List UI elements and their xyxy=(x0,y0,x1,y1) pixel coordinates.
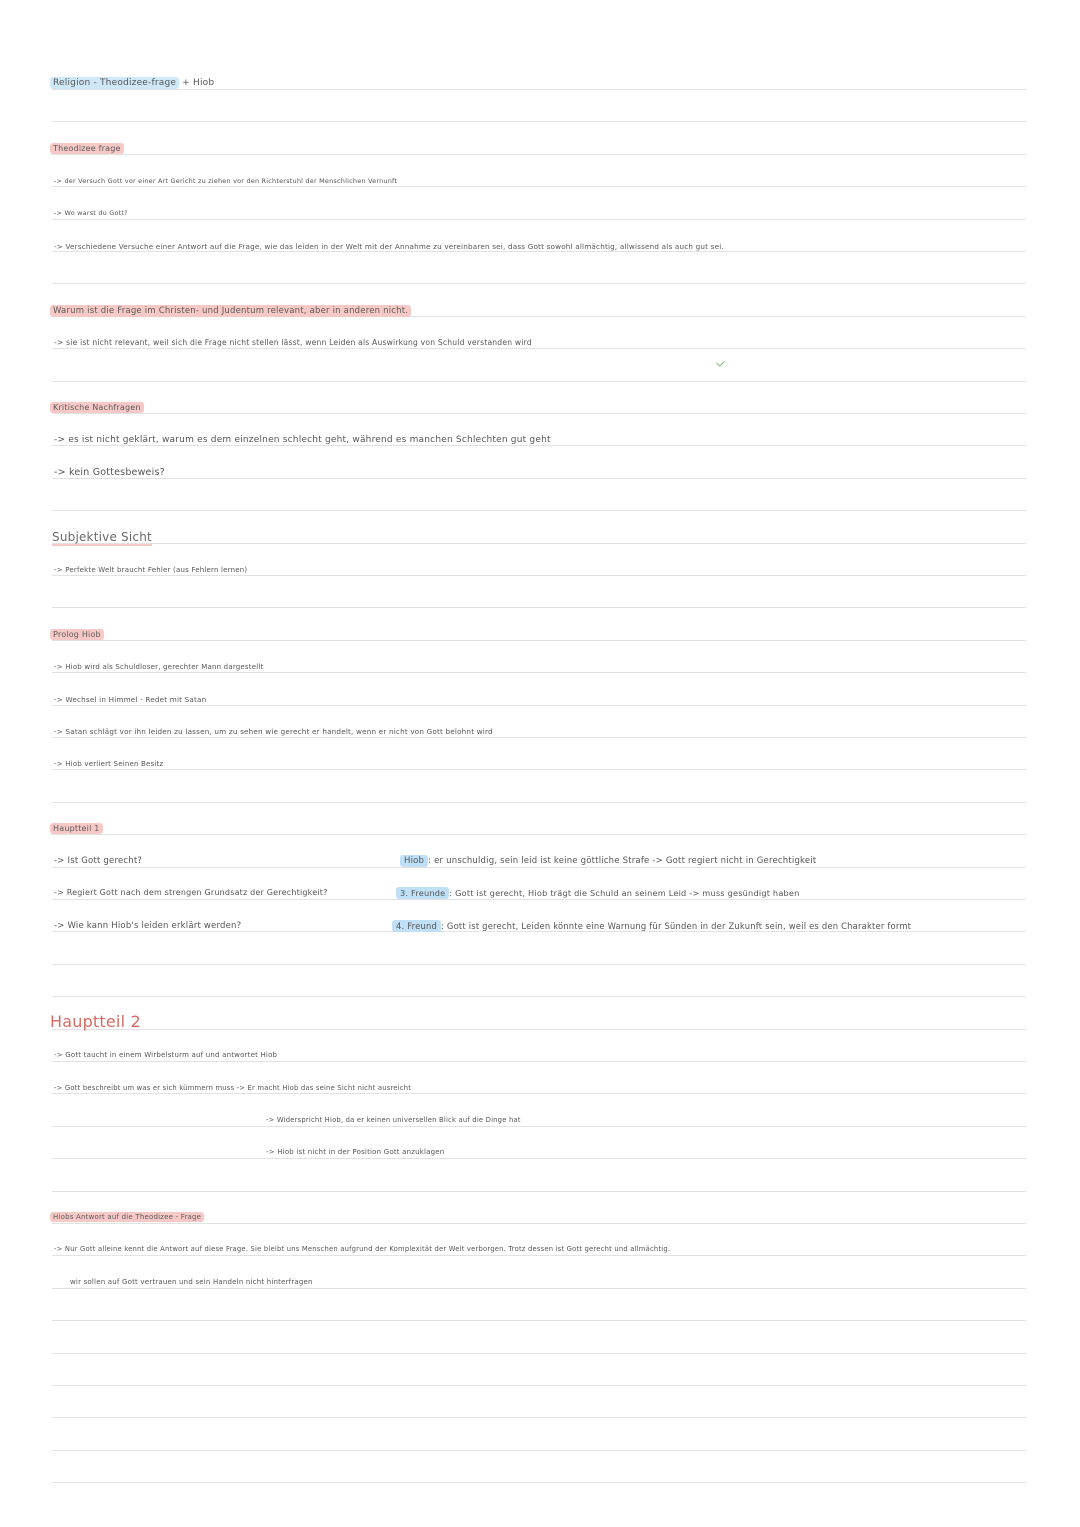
line-text: -> Widerspricht Hiob, da er keinen universellen Blick auf die Dinge hat xyxy=(266,1116,521,1124)
page-title-rest: + Hiob xyxy=(179,78,215,88)
line-text: -> Verschiedene Versuche einer Antwort auf die Frage, wie das leiden in der Welt mit der Annahme zu vereinbaren sei, dass Gott sowohl allmächtig, allwissend als auch gut sei. xyxy=(54,242,724,251)
line-text: -> Wo warst du Gott? xyxy=(54,209,128,217)
line-text: -> Perfekte Welt braucht Fehler (aus Fehlern lernen) xyxy=(54,566,248,574)
label-badge: 4. Freund xyxy=(392,920,441,932)
heading-text: Prolog Hiob xyxy=(50,629,104,640)
heading-text: Hiobs Antwort auf die Theodizee - Frage xyxy=(50,1212,204,1222)
heading-text: Subjektive Sicht xyxy=(52,530,152,544)
line-text: -> Nur Gott alleine kennt die Antwort auf diese Frage. Sie bleibt uns Menschen aufgrund der Komplexität der Welt verborgen. Trotz dessen ist Gott gerecht und allmächtig. xyxy=(54,1245,671,1253)
line-text: -> Wechsel in Himmel - Redet mit Satan xyxy=(54,695,207,704)
section-heading-hauptteil2: Hauptteil 2 xyxy=(50,1012,141,1031)
position-text: : Gott ist gerecht, Hiob trägt die Schuld an seinem Leid -> muss gesündigt haben xyxy=(449,888,800,898)
line-text: -> es ist nicht geklärt, warum es dem einzelnen schlecht geht, während es manchen Schlechten gut geht xyxy=(54,435,551,445)
line-text: wir sollen auf Gott vertrauen und sein Handeln nicht hinterfragen xyxy=(70,1278,313,1286)
position-hiob xyxy=(400,856,816,866)
position-text: : Gott ist gerecht, Leiden könnte eine Warnung für Sünden in der Zukunft sein, weil es den Charakter formt xyxy=(441,921,912,931)
section-heading-subjektive xyxy=(52,530,152,544)
line-text: -> Hiob wird als Schuldloser, gerechter Mann dargestellt xyxy=(54,663,264,671)
line-text: -> Gott beschreibt um was er sich kümmern muss -> Er macht Hiob das seine Sicht nicht ausreicht xyxy=(54,1084,412,1092)
line-text: -> Regiert Gott nach dem strengen Grundsatz der Gerechtigkeit? xyxy=(54,888,328,897)
section-heading-hauptteil1 xyxy=(50,824,103,833)
heading-text: Warum ist die Frage im Christen- und Judentum relevant, aber in anderen nicht. xyxy=(50,305,411,317)
heading-text: Hauptteil 1 xyxy=(50,823,103,834)
heading-text: Kritische Nachfragen xyxy=(50,402,144,413)
line-text: -> kein Gottesbeweis? xyxy=(54,467,165,478)
section-heading-prolog xyxy=(50,630,104,639)
section-heading-kritische xyxy=(50,403,144,412)
line-text: -> sie ist nicht relevant, weil sich die Frage nicht stellen lässt, wenn Leiden als Auswirkung von Schuld verstanden wird xyxy=(54,338,532,347)
position-4-freund xyxy=(392,921,911,931)
page-title xyxy=(50,78,214,88)
section-heading-theodizee xyxy=(50,144,124,153)
line-text: -> Hiob verliert Seinen Besitz xyxy=(54,760,164,768)
section-heading-warum xyxy=(50,306,411,316)
position-text: : er unschuldig, sein leid ist keine göttliche Strafe -> Gott regiert nicht in Gerechtigkeit xyxy=(428,856,817,866)
line-text: -> der Versuch Gott vor einer Art Gericht zu ziehen vor den Richterstuhl der Menschlichen Vernunft xyxy=(54,177,398,185)
position-3-freunde xyxy=(396,888,800,898)
heading-text: Theodizee frage xyxy=(50,143,124,154)
check-mark-icon xyxy=(716,358,724,366)
section-heading-antwort xyxy=(50,1213,204,1221)
line-text: -> Wie kann Hiob's leiden erklärt werden? xyxy=(54,921,242,931)
label-badge: Hiob xyxy=(400,855,428,867)
line-text: -> Satan schlägt vor ihn leiden zu lassen, um zu sehen wie gerecht er handelt, wenn er nicht von Gott belohnt wird xyxy=(54,727,493,736)
page-title-highlight: Religion - Theodizee-frage xyxy=(50,77,179,89)
line-text: -> Hiob ist nicht in der Position Gott anzuklagen xyxy=(266,1148,445,1156)
line-text: -> Gott taucht in einem Wirbelsturm auf und antwortet Hiob xyxy=(54,1051,278,1059)
label-badge: 3. Freunde xyxy=(396,887,449,899)
line-text: -> Ist Gott gerecht? xyxy=(54,856,143,866)
